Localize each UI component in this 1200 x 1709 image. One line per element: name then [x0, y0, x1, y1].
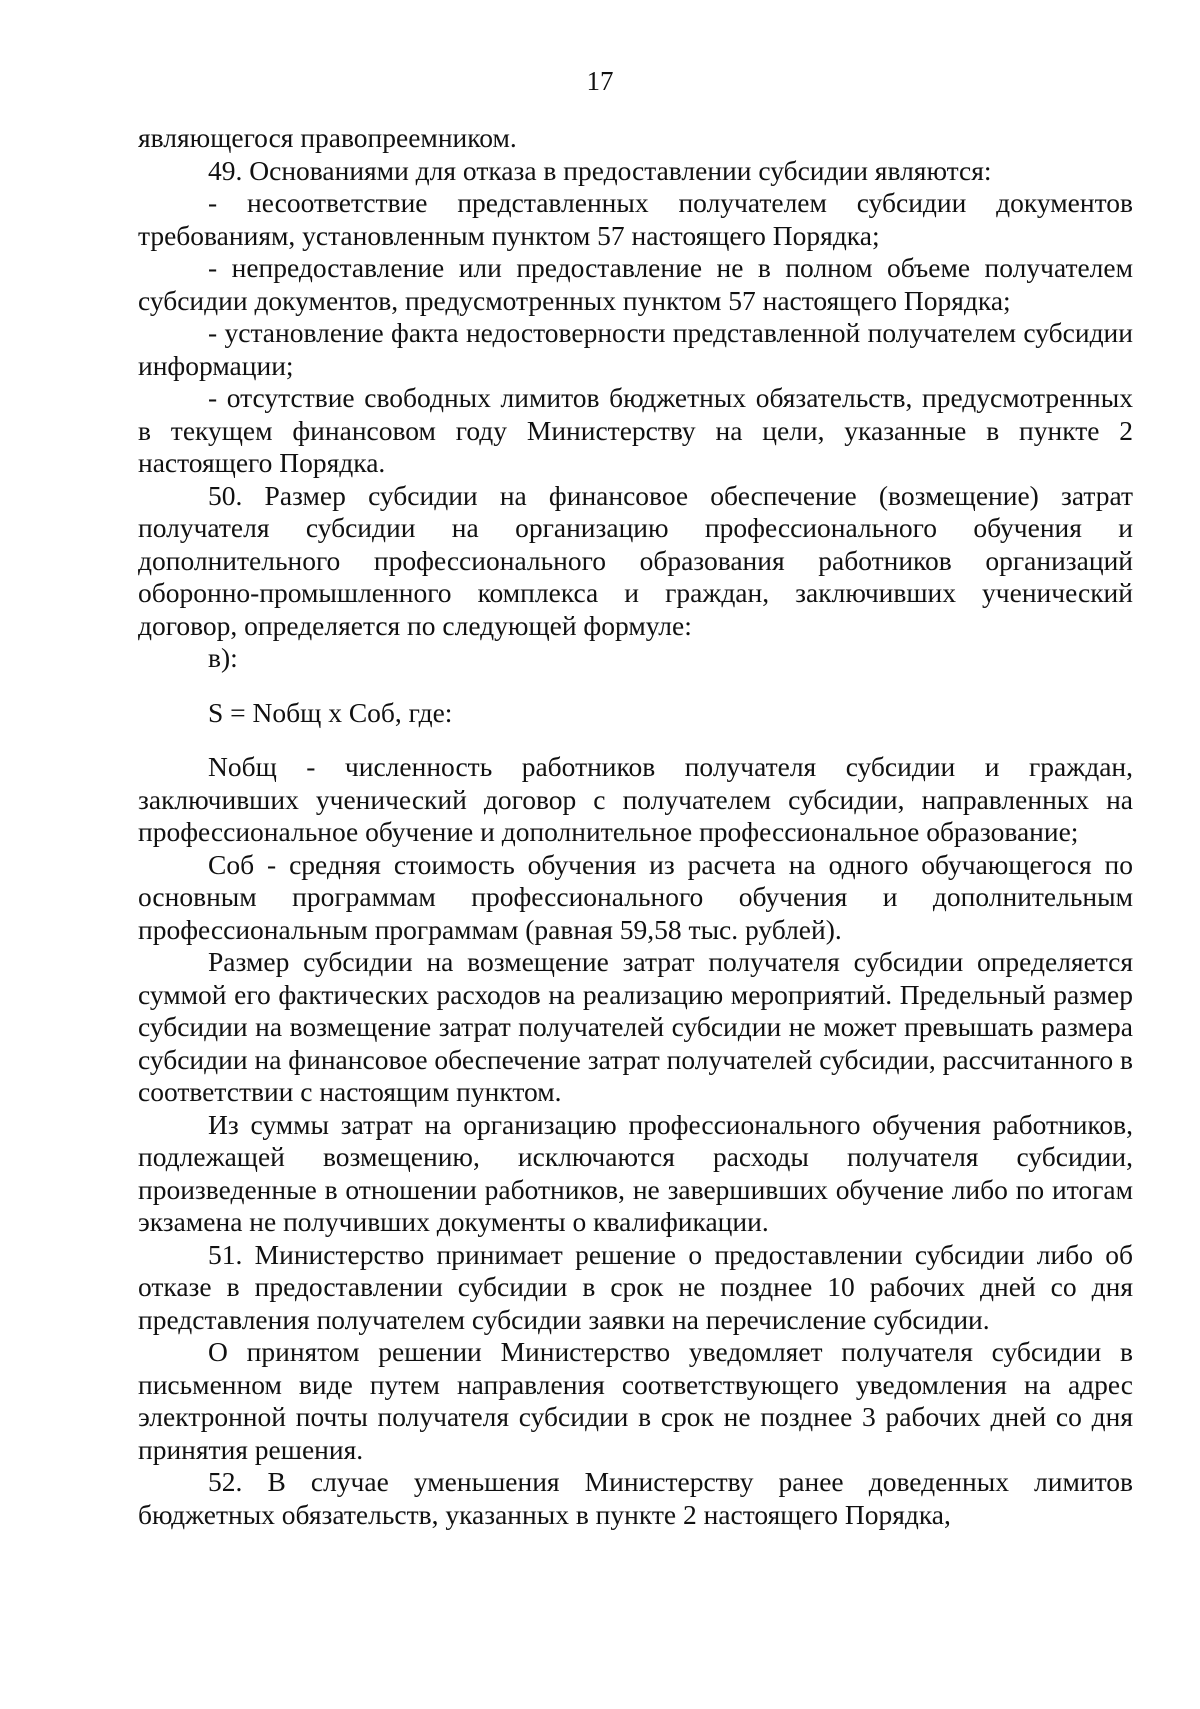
paragraph-notification: О принятом решении Министерство уведомляет получателя субсидии в письменном виде путем направления соответствующего уведомления на адрес электронной почты получателя субсидии в срок не позднее 3 рабочих дней со дня принятия решения. [138, 1336, 1133, 1465]
paragraph-subitem-v: в): [208, 642, 238, 673]
document-body [138, 122, 1133, 1531]
paragraph-continuation: являющегося правопреемником. [138, 122, 517, 153]
paragraph-52: 52. В случае уменьшения Министерству ранее доведенных лимитов бюджетных обязательств, указанных в пункте 2 настоящего Порядка, [138, 1466, 1133, 1530]
paragraph-49-heading: 49. Основаниями для отказа в предоставлении субсидии являются: [208, 154, 992, 186]
list-item-nonsubmission: - непредоставление или предоставление не в полном объеме получателем субсидии документов, предусмотренных пунктом 57 настоящего Порядка; [138, 252, 1133, 316]
paragraph-excluded-costs: Из суммы затрат на организацию профессионального обучения работников, подлежащей возмещению, исключаются расходы получателя субсидии, произведенные в отношении работников, не завершивших обучение либо по итогам экзамена не получивших документы о квалификации. [138, 1108, 1133, 1237]
list-item-no-limits: - отсутствие свободных лимитов бюджетных обязательств, предусмотренных в текущем финансовом году Министерству на цели, указанные в пункте 2 настоящего Порядка. [138, 382, 1133, 478]
definition-nobsch: Nобщ - численность работников получателя субсидии и граждан, заключивших ученический договор с получателем субсидии, направленных на профессиональное обучение и дополнительное профессиональное образование; [138, 751, 1133, 847]
paragraph-51: 51. Министерство принимает решение о предоставлении субсидии либо об отказе в предоставлении субсидии в срок не позднее 10 рабочих дней со дня представления получателем субсидии заявки на перечисление субсидии. [138, 1238, 1133, 1335]
list-item-noncompliance: - несоответствие представленных получателем субсидии документов требованиям, установленным пунктом 57 настоящего Порядка; [138, 187, 1133, 251]
definition-sob: Соб - средняя стоимость обучения из расчета на одного обучающегося по основным программам профессионального обучения и дополнительным профессиональным программам (равная 59,58 тыс. рублей). [138, 848, 1133, 945]
paragraph-50: 50. Размер субсидии на финансовое обеспечение (возмещение) затрат получателя субсидии на организацию профессионального обучения и дополнительного профессионального образования работников организаций оборонно-промышленного комплекса и граждан, заключивших ученический договор, определяется по следующей формуле: [138, 479, 1133, 641]
formula: S = Nобщ х Соб, где: [208, 696, 453, 728]
paragraph-reimbursement-size: Размер субсидии на возмещение затрат получателя субсидии определяется суммой его фактических расходов на реализацию мероприятий. Предельный размер субсидии на возмещение затрат получателей субсидии не может превышать размера субсидии на финансовое обеспечение затрат получателей субсидии, рассчитанного в соответствии с настоящим пунктом. [138, 946, 1133, 1107]
page-number: 17 [586, 66, 614, 96]
list-item-unreliable-info: - установление факта недостоверности представленной получателем субсидии информации; [138, 317, 1133, 381]
